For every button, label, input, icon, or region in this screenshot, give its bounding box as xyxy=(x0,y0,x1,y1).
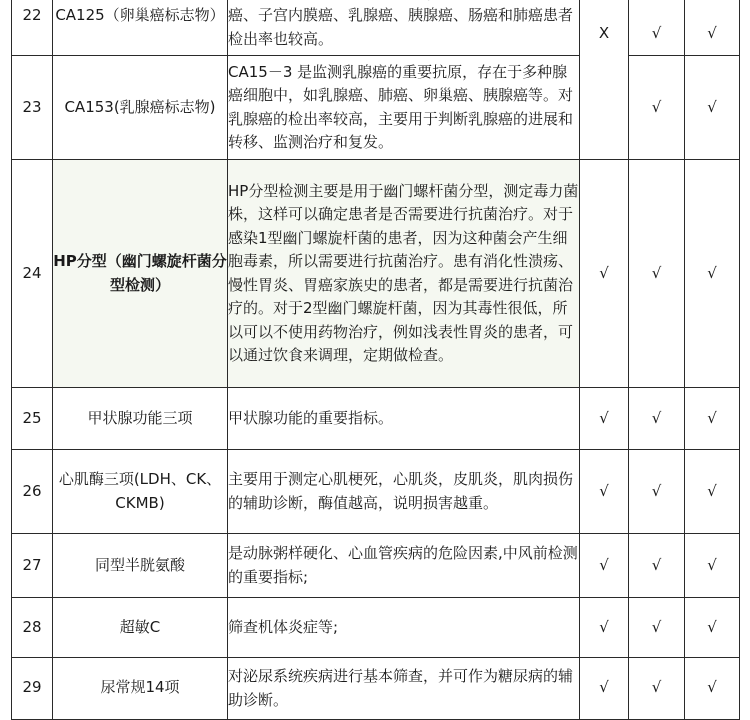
item-description: HP分型检测主要是用于幽门螺杆菌分型，测定毒力菌株，这样可以确定患者是否需要进行抗菌治疗。对于感染1型幽门螺旋杆菌的患者，因为这种菌会产生细胞毒素，所以需要进行抗菌治疗。患有消化性溃疡、慢性胃炎、胃癌家族史的患者，都是需要进行抗菌治疗的。对于2型幽门螺旋杆菌，因为其毒性很低，所以可以不使用药物治疗，例如浅表性胃炎的患者，可以通过饮食来调理，定期做检查。 xyxy=(228,160,580,388)
item-name: 甲状腺功能三项 xyxy=(53,388,228,450)
item-description: 对泌尿系统疾病进行基本筛查，并可作为糖尿病的辅助诊断。 xyxy=(228,658,580,720)
table-row xyxy=(12,534,740,598)
check-mark: √ xyxy=(580,388,629,450)
row-number: 26 xyxy=(12,450,53,534)
item-description: CA15－3 是监测乳腺癌的重要抗原，存在于多种腺癌细胞中，如乳腺癌、肺癌、卵巢癌、胰腺癌等。对乳腺癌的检出率较高，主要用于判断乳腺癌的进展和转移、监测治疗和复发。 xyxy=(228,56,580,160)
row-number: 27 xyxy=(12,534,53,598)
item-description: 主要用于测定心肌梗死，心肌炎，皮肌炎，肌肉损伤的辅助诊断，酶值越高，说明损害越重。 xyxy=(228,450,580,534)
item-name: CA125（卵巢癌标志物） xyxy=(53,0,228,56)
check-mark: √ xyxy=(629,388,685,450)
item-name: 超敏C xyxy=(53,598,228,658)
item-name: 同型半胱氨酸 xyxy=(53,534,228,598)
table-row xyxy=(12,658,740,720)
table-row xyxy=(12,388,740,450)
check-mark: √ xyxy=(685,658,740,720)
item-name: 尿常规14项 xyxy=(53,658,228,720)
item-name: 心肌酶三项(LDH、CK、CKMB) xyxy=(53,450,228,534)
check-mark: √ xyxy=(629,450,685,534)
item-description: 甲状腺功能的重要指标。 xyxy=(228,388,580,450)
table-row xyxy=(12,160,740,388)
row-number: 22 xyxy=(12,0,53,56)
check-mark: √ xyxy=(629,658,685,720)
item-name: HP分型（幽门螺旋杆菌分型检测） xyxy=(53,160,228,388)
check-mark: √ xyxy=(685,388,740,450)
check-mark: √ xyxy=(629,0,685,56)
check-mark: √ xyxy=(685,598,740,658)
check-mark: √ xyxy=(629,56,685,160)
check-mark: √ xyxy=(629,534,685,598)
merged-mark-cell: X xyxy=(580,0,629,160)
check-mark: √ xyxy=(580,160,629,388)
check-mark: √ xyxy=(580,658,629,720)
check-mark: √ xyxy=(685,160,740,388)
check-mark: √ xyxy=(629,598,685,658)
checkup-items-table xyxy=(11,0,740,720)
table-row xyxy=(12,598,740,658)
row-number: 29 xyxy=(12,658,53,720)
row-number: 28 xyxy=(12,598,53,658)
check-mark: √ xyxy=(580,534,629,598)
item-description: 筛查机体炎症等; xyxy=(228,598,580,658)
row-number: 23 xyxy=(12,56,53,160)
row-number: 25 xyxy=(12,388,53,450)
item-description: 是动脉粥样硬化、心血管疾病的危险因素,中风前检测的重要指标; xyxy=(228,534,580,598)
row-number: 24 xyxy=(12,160,53,388)
table-row xyxy=(12,450,740,534)
table-row xyxy=(12,0,740,56)
check-mark: √ xyxy=(685,0,740,56)
item-description: 癌、子宫内膜癌、乳腺癌、胰腺癌、肠癌和肺癌患者检出率也较高。 xyxy=(228,0,580,56)
check-mark: √ xyxy=(580,598,629,658)
table-row xyxy=(12,56,740,160)
check-mark: √ xyxy=(629,160,685,388)
item-name: CA153(乳腺癌标志物) xyxy=(53,56,228,160)
check-mark: √ xyxy=(685,450,740,534)
check-mark: √ xyxy=(685,534,740,598)
check-mark: √ xyxy=(685,56,740,160)
check-mark: √ xyxy=(580,450,629,534)
